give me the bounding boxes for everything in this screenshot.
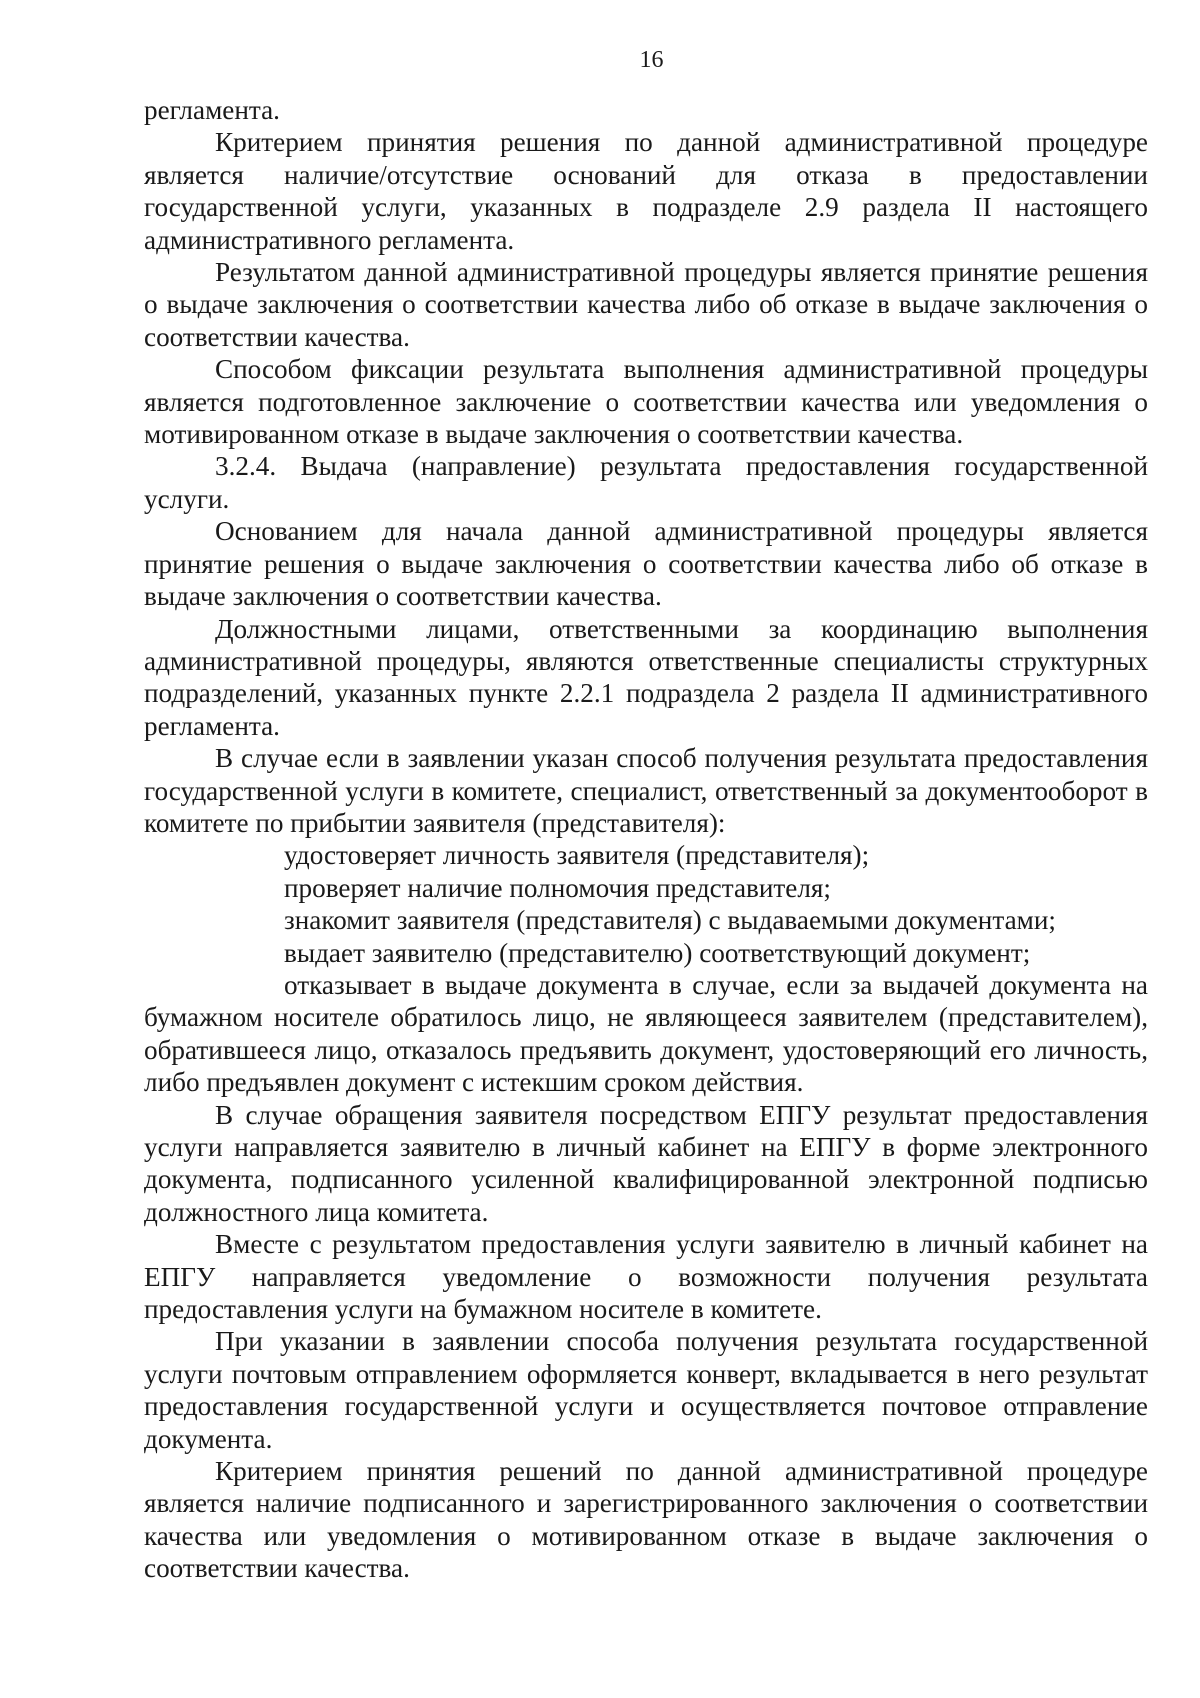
paragraph: Критерием принятия решения по данной административной процедуре является наличие/отсутствие оснований для отказа в предоставлении государственной услуги, указанных в подразделе 2.9 раздела II настоящего административного регламента. [144,127,1148,255]
paragraph: В случае обращения заявителя посредством ЕПГУ результат предоставления услуги направляется заявителю в личный кабинет на ЕПГУ в форме электронного документа, подписанного усиленной квалифицированной электронной подписью должностного лица комитета. [144,1099,1148,1227]
paragraph: Критерием принятия решений по данной административной процедуре является наличие подписанного и зарегистрированного заключения о соответствии качества или уведомления о мотивированном отказе в выдаче заключения о соответствии качества. [144,1456,1148,1584]
paragraph: Способом фиксации результата выполнения административной процедуры является подготовленное заключение о соответствии качества или уведомления о мотивированном отказе в выдаче заключения о соответствии качества. [144,354,1148,450]
list-item: знакомит заявителя (представителя) с выдаваемыми документами; [284,905,1056,936]
paragraph: Основанием для начала данной административной процедуры является принятие решения о выдаче заключения о соответствии качества либо об отказе в выдаче заключения о соответствии качества. [144,516,1148,612]
document-body [144,94,1148,1585]
list-item: удостоверяет личность заявителя (представителя); [284,840,870,871]
list-item: выдает заявителю (представителю) соответствующий документ; [284,937,1031,968]
paragraph: При указании в заявлении способа получения результата государственной услуги почтовым отправлением оформляется конверт, вкладывается в него результат предоставления государственной услуги и осуществляется почтовое отправление документа. [144,1326,1148,1454]
paragraph: регламента. [144,95,280,125]
section-heading: 3.2.4. Выдача (направление) результата предоставления государственной услуги. [144,451,1148,514]
paragraph: Вместе с результатом предоставления услуги заявителю в личный кабинет на ЕПГУ направляется уведомление о возможности получения результата предоставления услуги на бумажном носителе в комитете. [144,1229,1148,1325]
paragraph: В случае если в заявлении указан способ получения результата предоставления государственной услуги в комитете, специалист, ответственный за документооборот в комитете по прибытии заявителя (представителя): [144,743,1148,838]
paragraph: Должностными лицами, ответственными за координацию выполнения административной процедуры, являются ответственные специалисты структурных подразделений, указанных пункте 2.2.1 подраздела 2 раздела II административного регламента. [144,613,1148,741]
paragraph: Результатом данной административной процедуры является принятие решения о выдаче заключения о соответствии качества либо об отказе в выдаче заключения о соответствии качества. [144,257,1148,352]
list-item: отказывает в выдаче документа в случае, если за выдачей документа на бумажном носителе обратилось лицо, не являющееся заявителем (представителем), обратившееся лицо, отказалось предъявить документ, удостоверяющий его личность, либо предъявлен документ с истекшим сроком действия. [144,969,1148,1098]
list-item: проверяет наличие полномочия представителя; [284,872,831,903]
page-number: 16 [639,47,664,73]
